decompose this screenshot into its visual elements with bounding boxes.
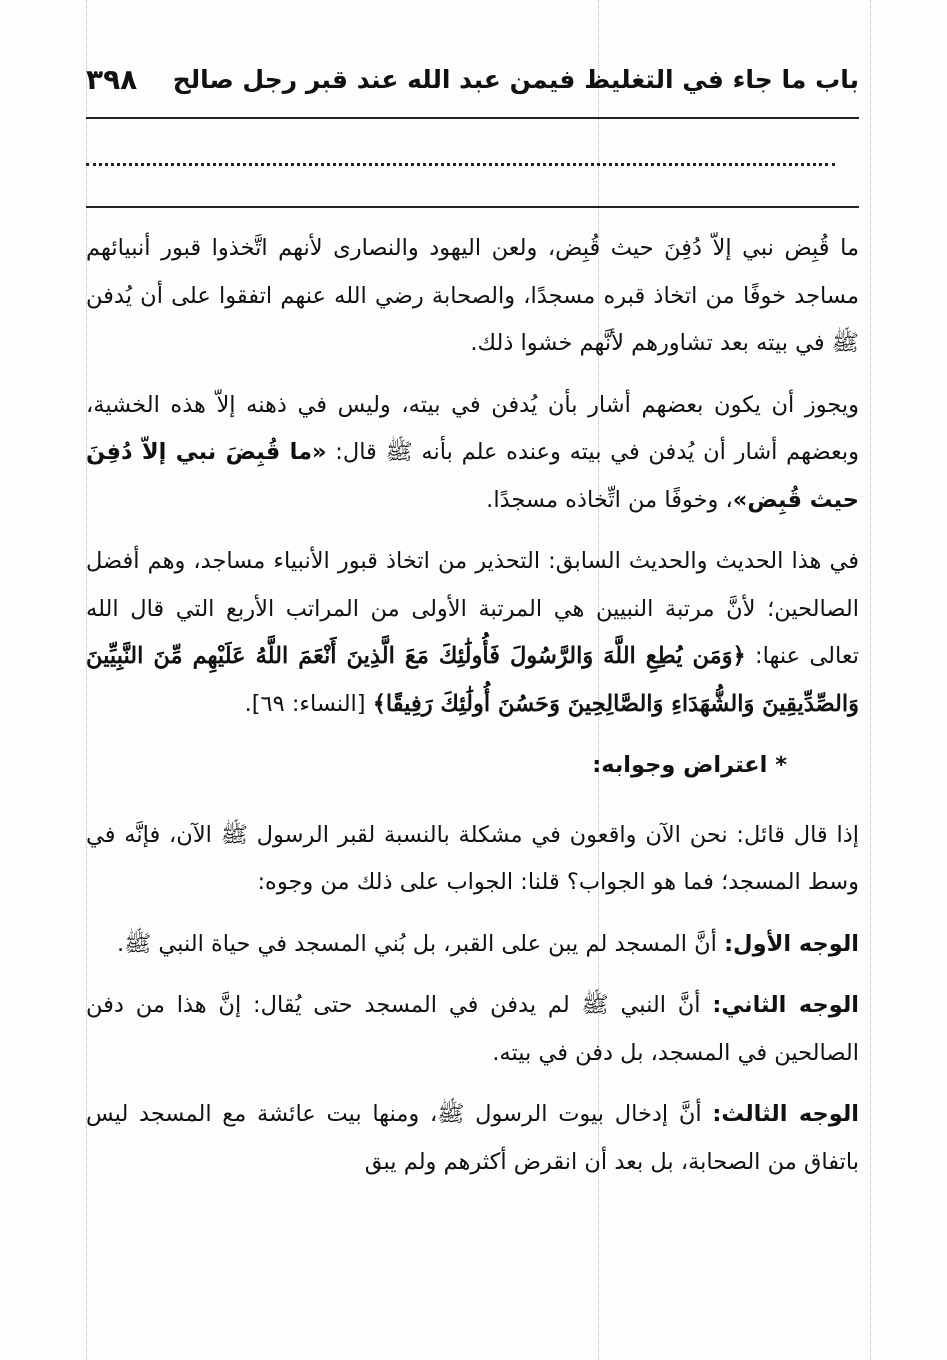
point-1-text: أنَّ المسجد لم يبن على القبر، بل بُني المسجد في حياة النبي ﷺ. xyxy=(116,930,725,957)
scan-margin-right xyxy=(870,0,871,1360)
section-heading: * اعتراض وجوابه: xyxy=(592,752,787,778)
page-header xyxy=(86,55,859,103)
point-2 xyxy=(86,982,859,1077)
chapter-title: باب ما جاء في التغليظ فيمن عبد الله عند قبر رجل صالح xyxy=(172,64,859,94)
page-body xyxy=(86,225,859,1200)
point-3 xyxy=(86,1091,859,1186)
paragraph-2-text: ويجوز أن يكون بعضهم أشار بأن يُدفن في بيته، وليس في ذهنه إلاّ هذه الخشية، وبعضهم أشار أن يُدفن في بيته وعنده علم بأنه ﷺ قال: xyxy=(86,391,859,465)
page-number: ٣٩٨ xyxy=(86,62,138,96)
body-top-rule xyxy=(86,206,859,208)
paragraph-3 xyxy=(86,538,859,728)
paragraph-2 xyxy=(86,382,859,525)
point-2-text: أنَّ النبي ﷺ لم يدفن في المسجد حتى يُقال: إنَّ هذا من دفن الصالحين في المسجد، بل دفن في بيته. xyxy=(86,992,859,1066)
dotted-separator xyxy=(86,163,835,166)
hadith-quote: «ما قُبِضَ نبي إلاّ دُفِنَ حيث قُبِض» xyxy=(86,439,859,513)
paragraph-2-end: ، وخوفًا من اتِّخاذه مسجدًا. xyxy=(486,486,733,513)
point-3-label: الوجه الثالث: xyxy=(712,1101,859,1127)
paragraph-1: ما قُبِض نبي إلاّ دُفِنَ حيث قُبِض، ولعن اليهود والنصارى لأنهم اتَّخذوا قبور أنبيائهم مساجد خوفًا من اتخاذ قبره مسجدًا، والصحابة رضي الله عنهم اتفقوا على أن يُدفن ﷺ في بيته بعد تشاورهم لأنَّهم خشوا ذلك. xyxy=(86,235,859,356)
header-rule xyxy=(86,117,859,119)
point-1 xyxy=(86,921,859,969)
paragraph-3-text: في هذا الحديث والحديث السابق: التحذير من اتخاذ قبور الأنبياء مساجد، وهم أفضل الصالحين؛ لأنَّ مرتبة النبيين هي المرتبة الأولى من المراتب الأربع التي قال الله تعالى عنها: xyxy=(86,548,859,669)
point-2-label: الوجه الثاني: xyxy=(712,992,859,1018)
quran-verse: ﴿وَمَن يُطِعِ اللَّهَ وَالرَّسُولَ فَأُولَٰئِكَ مَعَ الَّذِينَ أَنْعَمَ اللَّهُ عَلَيْهِم مِّنَ النَّبِيِّينَ وَالصِّدِّيقِينَ وَالشُّهَدَاءِ وَالصَّالِحِينَ وَحَسُنَ أُولَٰئِكَ رَفِيقًا﴾ xyxy=(86,643,859,717)
objection-question: إذا قال قائل: نحن الآن واقعون في مشكلة بالنسبة لقبر الرسول ﷺ الآن، فإنَّه في وسط المسجد؛ فما هو الجواب؟ قلنا: الجواب على ذلك من وجوه: xyxy=(86,821,859,895)
point-1-label: الوجه الأول: xyxy=(724,930,859,957)
point-3-text: أنَّ إدخال بيوت الرسول ﷺ، ومنها بيت عائشة مع المسجد ليس باتفاق من الصحابة، بل بعد أن انقرض أكثرهم ولم يبق xyxy=(86,1101,859,1175)
verse-reference: [النساء: ٦٩]. xyxy=(244,690,373,717)
